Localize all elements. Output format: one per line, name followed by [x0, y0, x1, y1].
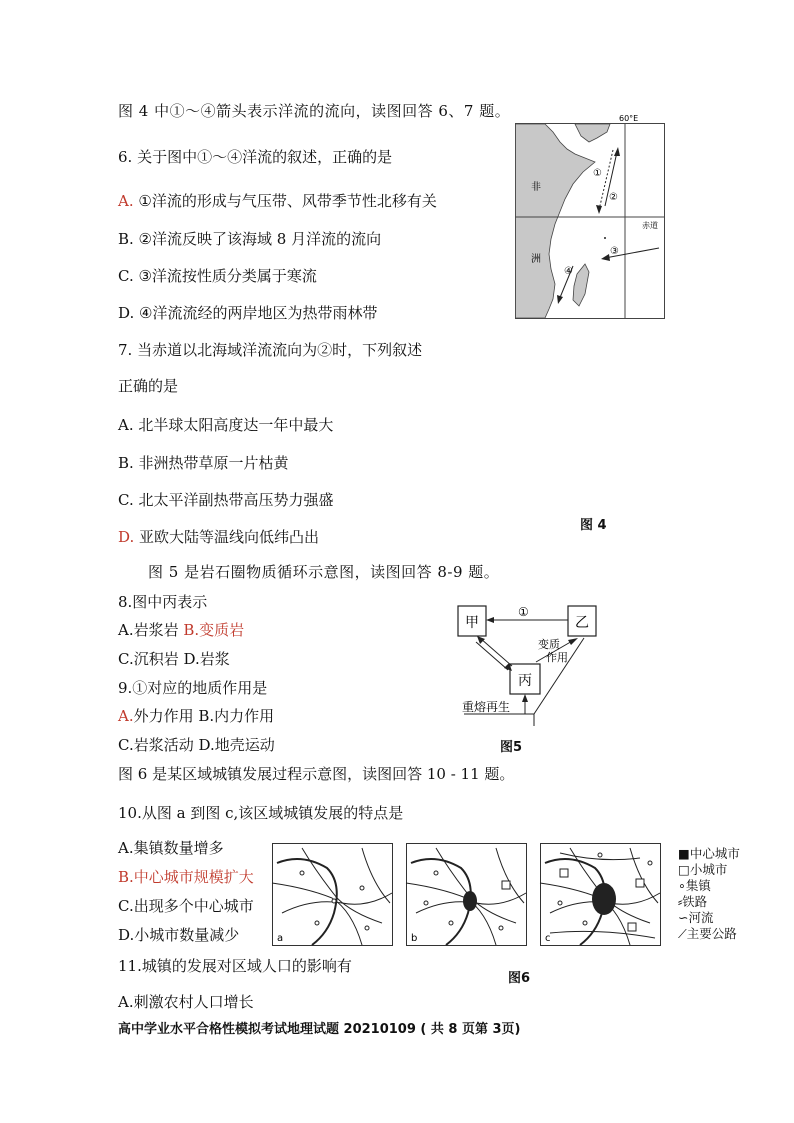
- small-city-icon: □: [678, 862, 690, 877]
- q6-option-a[interactable]: [118, 191, 437, 211]
- q7-d-letter: D.: [118, 528, 135, 546]
- equator-label: 赤道: [642, 221, 658, 230]
- intro-fig4: 图 4 中①～④箭头表示洋流的流向，读图回答 6、7 题。: [118, 102, 511, 120]
- q6-a-letter: A.: [118, 192, 134, 210]
- arrow-1-label: ①: [518, 605, 529, 619]
- q10-option-d[interactable]: D.小城市数量减少: [118, 926, 240, 944]
- q6-option-d[interactable]: D. ④洋流流经的两岸地区为热带雨林带: [118, 304, 378, 322]
- meta-label-2: 作用: [546, 651, 568, 664]
- q8-option-b[interactable]: B.变质岩: [183, 621, 245, 639]
- legend-town: ∘集镇: [678, 878, 711, 893]
- q9-stem: 9.①对应的地质作用是: [118, 679, 268, 697]
- q9-options-cd[interactable]: C.岩浆活动 D.地壳运动: [118, 736, 275, 754]
- meta-label-1: 变质: [538, 638, 560, 651]
- q10-stem: 10.从图 a 到图 c,该区域城镇发展的特点是: [118, 804, 404, 822]
- q10-option-c[interactable]: C.出现多个中心城市: [118, 897, 254, 915]
- label-bing: 丙: [518, 673, 532, 689]
- panel-c: [540, 844, 661, 946]
- remelt-label: 重熔再生: [462, 700, 511, 714]
- q7-option-a[interactable]: A. 北半球太阳高度达一年中最大: [118, 416, 334, 434]
- intro-fig5: 图 5 是岩石圈物质循环示意图，读图回答 8-9 题。: [148, 563, 500, 581]
- q7-option-d[interactable]: [118, 527, 319, 547]
- current-4-label: ④: [564, 266, 573, 277]
- figure-5-rock-cycle: [450, 598, 610, 730]
- legend-river: ∽河流: [678, 910, 714, 925]
- q11-stem: 11.城镇的发展对区域人口的影响有: [118, 957, 352, 975]
- q11-option-a[interactable]: A.刺激农村人口增长: [118, 993, 254, 1011]
- current-3-label: ③: [610, 246, 619, 257]
- q8-options-ab[interactable]: [118, 620, 244, 640]
- figure-6-panels: [272, 843, 672, 947]
- legend-highway: ⟋主要公路: [678, 926, 737, 941]
- legend-small-city: □小城市: [678, 862, 728, 877]
- q8-stem: 8.图中丙表示: [118, 593, 208, 611]
- q9-a-letter: A.: [118, 707, 134, 725]
- figure-4-caption: 图 4: [580, 518, 607, 533]
- q7-stem-line1: 7. 当赤道以北海域洋流流向为②时，下列叙述: [118, 341, 423, 359]
- current-1-label: ①: [593, 168, 602, 179]
- panel-a-label: a: [277, 933, 284, 944]
- figure-5-caption: 图5: [500, 740, 523, 755]
- q6-stem: 6. 关于图中①～④洋流的叙述，正确的是: [118, 148, 393, 166]
- label-jia: 甲: [465, 615, 479, 631]
- panel-a: [272, 844, 393, 946]
- label-yi: 乙: [575, 615, 589, 631]
- railway-icon: ⸗: [678, 894, 683, 909]
- legend-center-city: ■中心城市: [678, 846, 740, 861]
- q6-option-b[interactable]: B. ②洋流反映了该海域 8 月洋流的流向: [118, 230, 382, 248]
- figure-6-legend: [678, 846, 740, 942]
- q7-option-c[interactable]: C. 北太平洋副热带高压势力强盛: [118, 491, 334, 509]
- q8-option-a[interactable]: A.岩浆岩: [118, 621, 179, 639]
- q10-option-a[interactable]: A.集镇数量增多: [118, 839, 224, 857]
- panel-c-label: c: [545, 933, 551, 944]
- africa-label-1: 非: [531, 182, 541, 193]
- town-icon: ∘: [678, 878, 686, 893]
- africa-label-2: 洲: [531, 254, 541, 265]
- q7-stem-line2: 正确的是: [118, 377, 179, 395]
- legend-railway: ⸗铁路: [678, 894, 708, 909]
- q9-options-ab[interactable]: [118, 706, 274, 726]
- highway-icon: ⟋: [678, 926, 687, 941]
- intro-fig6: 图 6 是某区域城镇发展过程示意图，读图回答 10 - 11 题。: [118, 765, 515, 783]
- figure-4-map: [515, 114, 665, 319]
- river-icon: ∽: [678, 910, 689, 925]
- page-footer: 高中学业水平合格性模拟考试地理试题 20210109 ( 共 8 页第 3页): [118, 1022, 521, 1037]
- figure-6-caption: 图6: [508, 971, 531, 986]
- q8-options-cd[interactable]: C.沉积岩 D.岩浆: [118, 650, 230, 668]
- q10-option-b[interactable]: B.中心城市规模扩大: [118, 868, 254, 886]
- q9-options-ab-text: 外力作用 B.内力作用: [133, 707, 275, 725]
- panel-b: [406, 844, 527, 946]
- current-2-label: ②: [609, 192, 618, 203]
- longitude-label: 60°E: [619, 114, 639, 123]
- q7-d-text: 亚欧大陆等温线向低纬凸出: [139, 528, 320, 546]
- q6-a-text: ①洋流的形成与气压带、风带季节性北移有关: [138, 192, 437, 210]
- panel-b-label: b: [411, 933, 418, 944]
- q7-option-b[interactable]: B. 非洲热带草原一片枯黄: [118, 454, 289, 472]
- center-city-icon: ■: [678, 846, 690, 861]
- q6-option-c[interactable]: C. ③洋流按性质分类属于寒流: [118, 267, 317, 285]
